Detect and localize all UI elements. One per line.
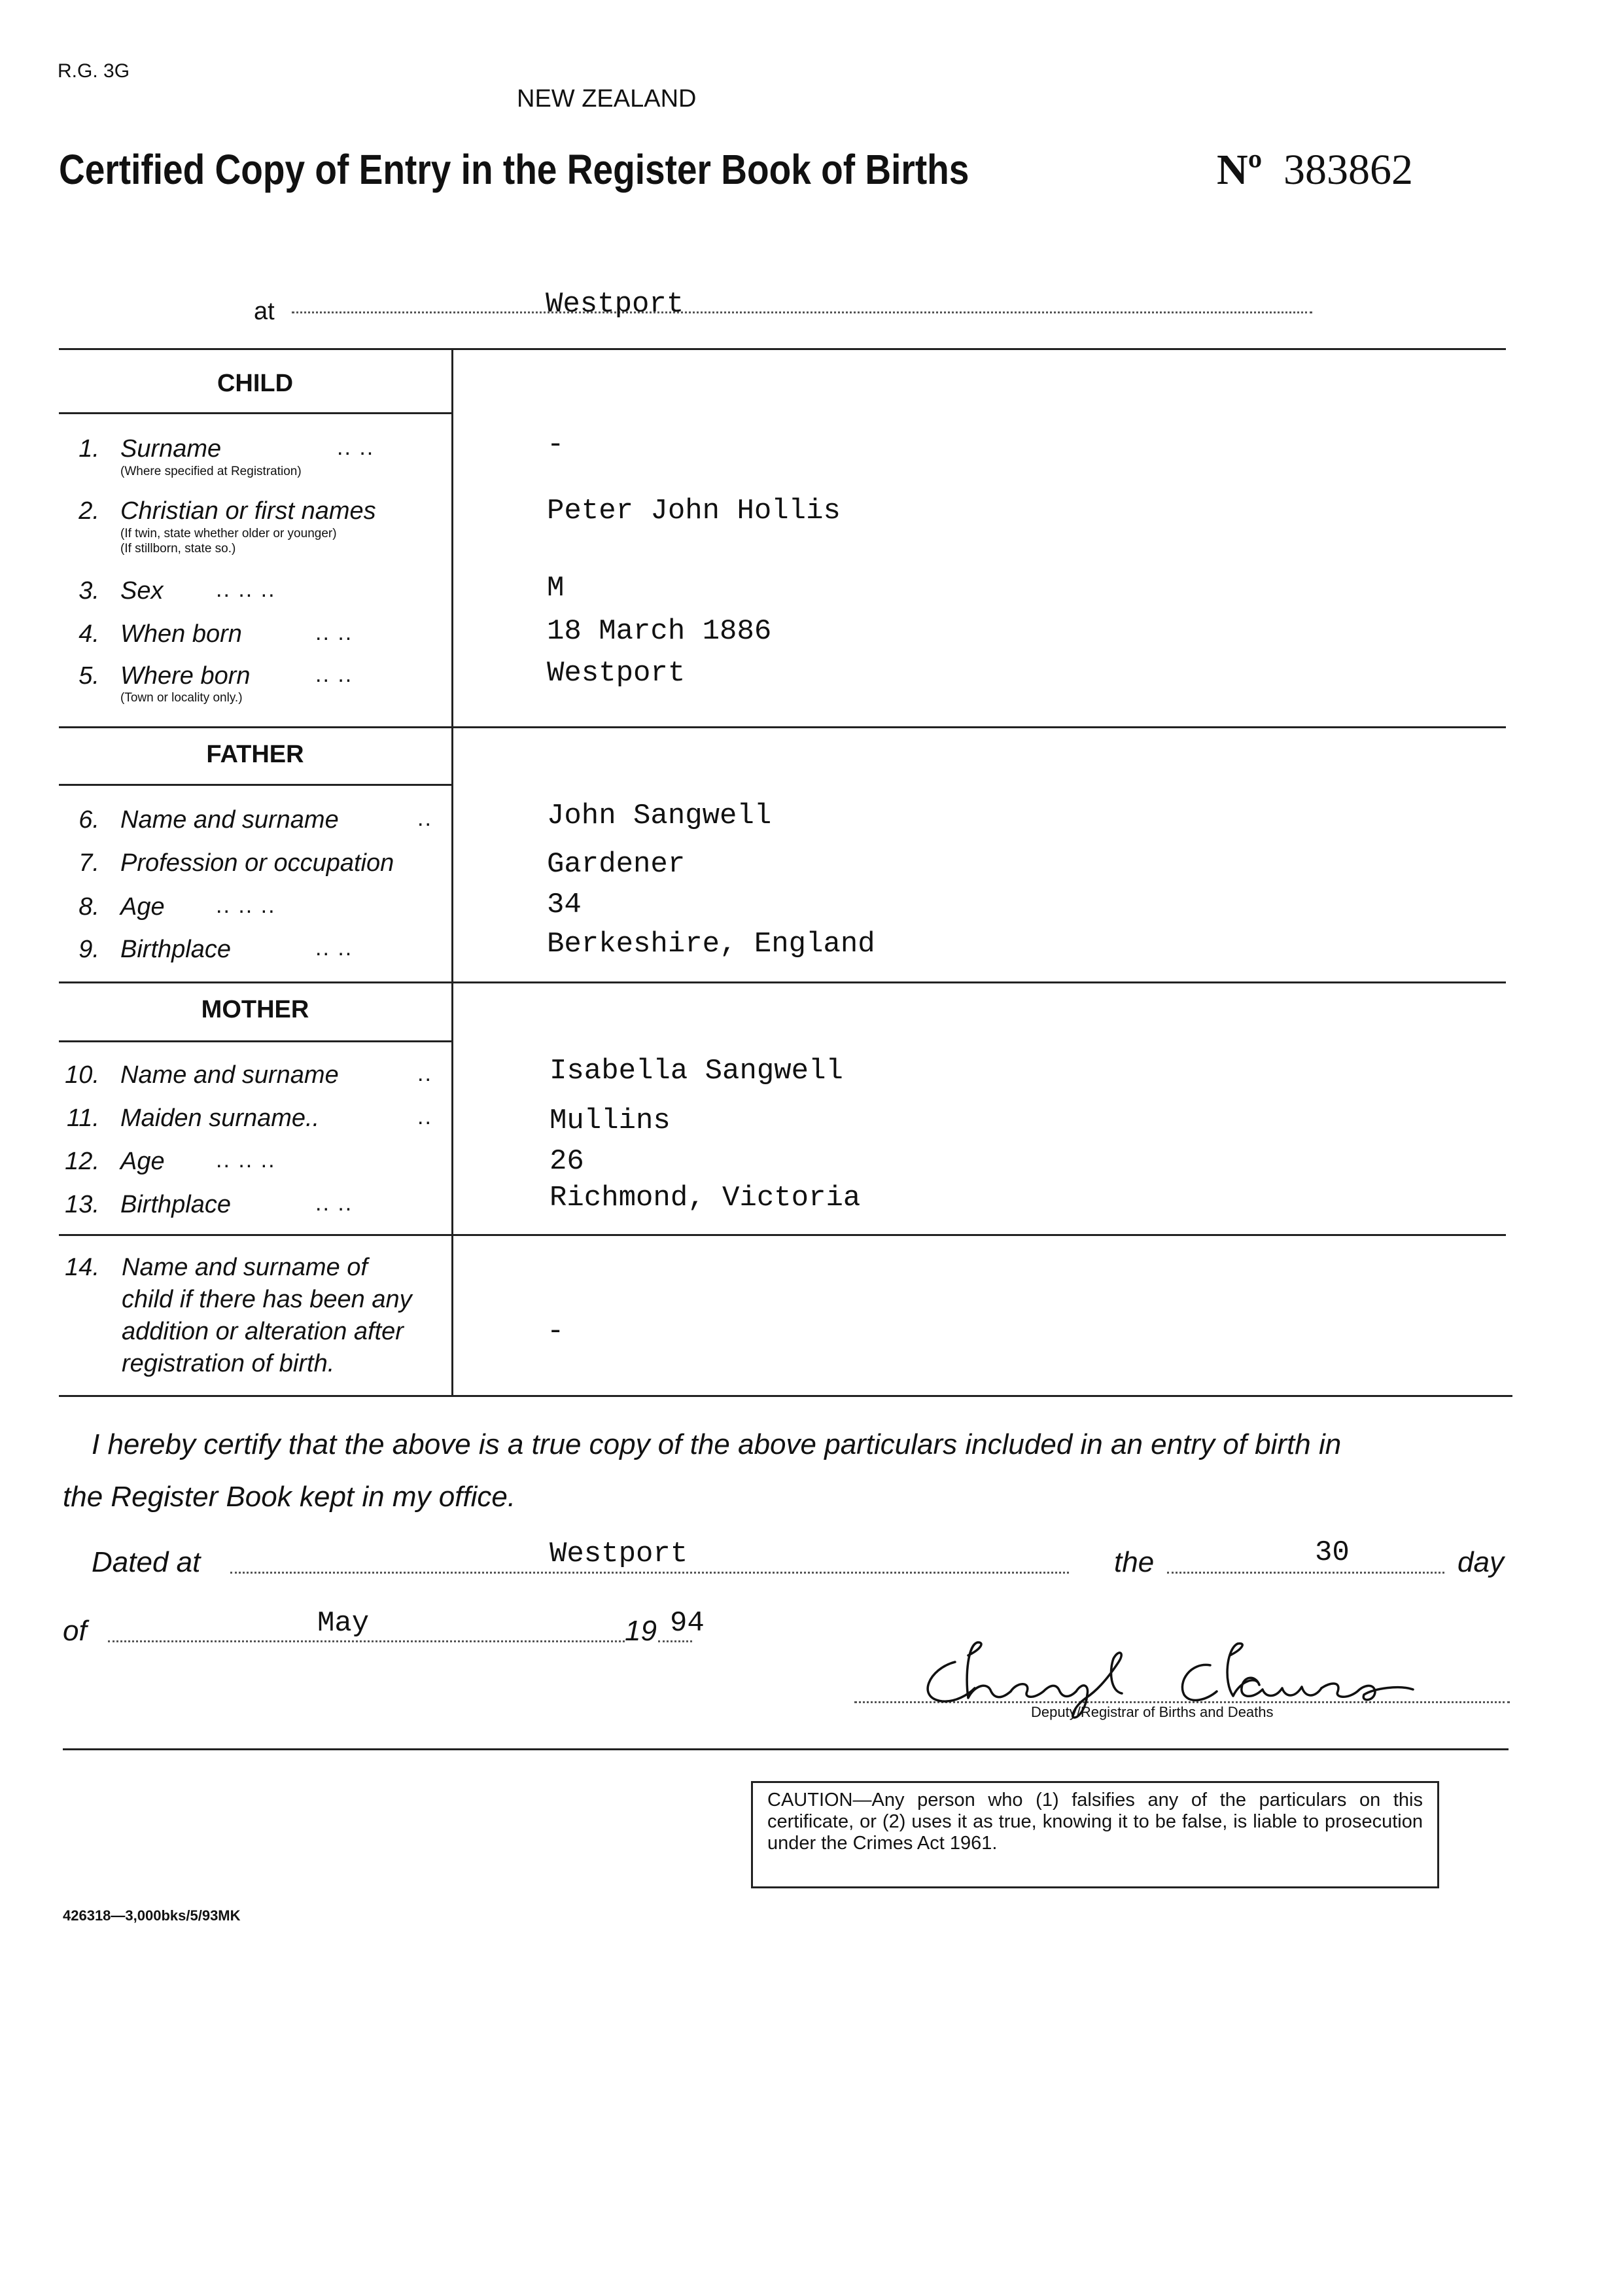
field-5-note: (Town or locality only.) [120,691,243,705]
field-5-leader: .. .. [315,662,353,687]
father-header-rule [59,784,451,786]
field-2-value: Peter John Hollis [547,495,841,527]
field-1-value: - [547,429,565,461]
signature-bottom-rule [63,1748,1509,1750]
mother-header-rule [59,1040,451,1042]
field-8-number: 8. [79,893,99,921]
field-9-number: 9. [79,936,99,963]
country-heading: NEW ZEALAND [517,85,697,113]
field-1-leader: .. .. [337,435,375,460]
field-11-label: Maiden surname.. [120,1104,320,1132]
field-11-leader: .. [417,1104,432,1129]
field-5-label: Where born [120,662,251,690]
field-14-top-rule [59,1234,1506,1236]
table-top-rule [59,348,1506,350]
field-3-value: M [547,572,565,605]
field-4-leader: .. .. [315,620,353,645]
field-1-label: Surname [120,435,222,463]
field-10-leader: .. [417,1061,432,1086]
certificate-number: 383862 [1283,146,1413,194]
field-1-number: 1. [79,435,99,463]
dated-at-label: Dated at [92,1546,201,1578]
field-6-number: 6. [79,806,99,834]
field-8-label: Age [120,893,165,921]
field-3-leader: .. .. .. [216,577,276,602]
day-value: 30 [1315,1536,1350,1569]
at-dotted-line [292,311,1312,313]
signatory-title: Deputy/Registrar of Births and Deaths [1031,1704,1274,1720]
dated-at-value: Westport [550,1538,688,1570]
child-header-rule [59,412,451,414]
field-2-number: 2. [79,497,99,525]
field-3-number: 3. [79,577,99,605]
field-7-number: 7. [79,849,99,877]
field-12-number: 12. [65,1148,99,1175]
field-13-leader: .. .. [315,1191,353,1216]
day-dotted-line [1167,1572,1444,1574]
field-13-number: 13. [65,1191,99,1218]
field-11-number: 11. [66,1104,99,1132]
month-value: May [317,1607,370,1640]
of-label: of [63,1615,87,1647]
section-father: FATHER [206,741,304,768]
month-dotted-line [108,1640,625,1642]
table-column-divider [451,348,453,1395]
field-14-value: - [547,1315,565,1348]
field-1-note: (Where specified at Registration) [120,465,302,478]
field-5-value: Westport [547,657,686,690]
field-2-note: (If twin, state whether older or younger) [120,527,337,540]
field-12-value: 26 [550,1145,584,1178]
field-10-label: Name and surname [120,1061,339,1089]
field-9-leader: .. .. [315,936,353,961]
father-top-rule [59,726,1506,728]
form-code: R.G. 3G [58,60,130,82]
field-9-value: Berkeshire, England [547,928,875,961]
field-13-value: Richmond, Victoria [550,1182,861,1214]
field-14-number: 14. [65,1254,99,1281]
document-title: Certified Copy of Entry in the Register Book of Births [59,146,969,193]
print-code: 426318—3,000bks/5/93MK [63,1907,241,1924]
field-6-value: John Sangwell [547,800,772,832]
day-label: day [1457,1546,1504,1578]
field-14-line-1: Name and surname of [122,1254,368,1281]
field-12-leader: .. .. .. [216,1148,276,1173]
field-11-value: Mullins [550,1104,671,1137]
caution-text: CAUTION—Any person who (1) falsifies any of the particulars on this certificate, or (2) uses it as true, knowing it to be false, is liable to prosecution under the Crimes Act 1961. [767,1790,1423,1854]
field-3-label: Sex [120,577,164,605]
registration-place: Westport [546,288,684,321]
year-value: 94 [670,1607,705,1640]
field-6-leader: .. [417,806,432,831]
year-prefix: 19 [625,1615,657,1647]
field-6-label: Name and surname [120,806,339,834]
field-2-note-2: (If stillborn, state so.) [120,542,236,556]
field-2-label: Christian or first names [120,497,376,525]
field-10-value: Isabella Sangwell [550,1055,843,1087]
caution-box [751,1781,1439,1888]
field-5-number: 5. [79,662,99,690]
number-prefix: Nº [1217,146,1263,194]
certification-line-2: the Register Book kept in my office. [63,1481,516,1513]
mother-top-rule [59,981,1506,983]
field-8-leader: .. .. .. [216,893,276,918]
field-9-label: Birthplace [120,936,231,963]
year-dotted-line [658,1640,692,1642]
field-4-number: 4. [79,620,99,648]
section-mother: MOTHER [201,996,309,1023]
table-bottom-rule [59,1395,1512,1397]
field-4-label: When born [120,620,242,648]
field-7-label: Profession or occupation [120,849,394,877]
section-child: CHILD [217,370,294,397]
field-4-value: 18 March 1886 [547,615,772,648]
field-12-label: Age [120,1148,165,1175]
field-14-line-2: child if there has been any [122,1286,412,1313]
field-8-value: 34 [547,889,582,921]
field-7-value: Gardener [547,848,686,881]
certification-line-1: I hereby certify that the above is a true copy of the above particulars included in an entry of birth in [92,1428,1342,1460]
field-13-label: Birthplace [120,1191,231,1218]
field-14-line-3: addition or alteration after [122,1318,404,1345]
at-label: at [254,298,275,325]
the-label: the [1114,1546,1155,1578]
dated-at-dotted-line [230,1572,1069,1574]
field-10-number: 10. [65,1061,99,1089]
field-14-line-4: registration of birth. [122,1350,335,1377]
